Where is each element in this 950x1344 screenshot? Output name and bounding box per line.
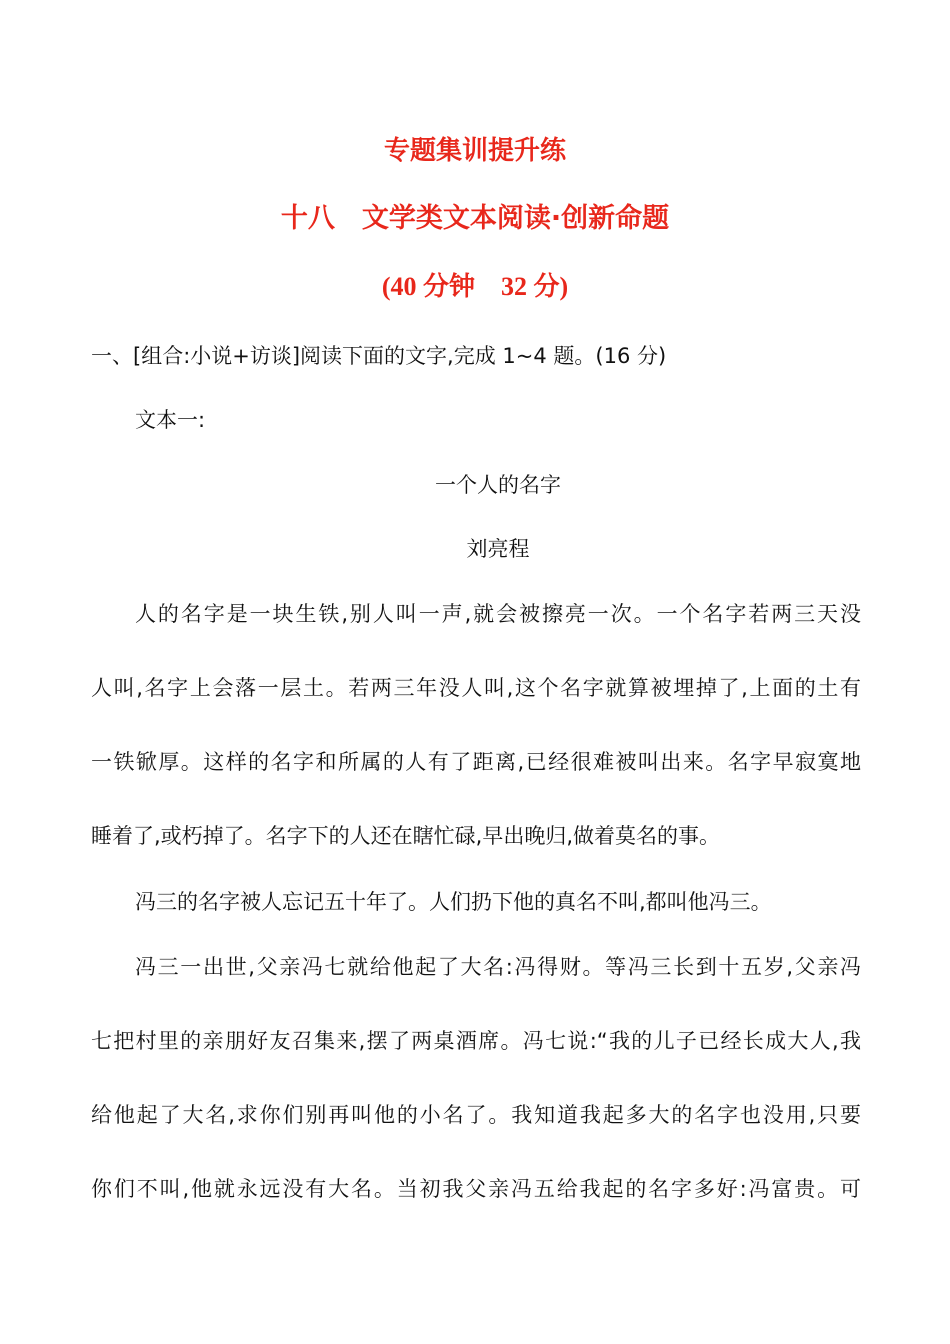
topic-title: 十八 文学类文本阅读·创新命题 — [280, 203, 670, 234]
paragraph-line: 冯三的名字被人忘记五十年了。人们扔下他的真名不叫,都叫他冯三。 — [135, 890, 772, 914]
story-author: 刘亮程 — [466, 537, 530, 561]
text-label: 文本一: — [135, 408, 206, 432]
paragraph-line: 冯三一出世,父亲冯七就给他起了大名:冯得财。等冯三长到十五岁,父亲冯 — [135, 955, 861, 979]
time-score: (40 分钟 32 分) — [381, 272, 569, 301]
paragraph-line: 你们不叫,他就永远没有大名。当初我父亲冯五给我起的名字多好:冯富贵。可 — [91, 1177, 861, 1201]
paragraph-line: 人的名字是一块生铁,别人叫一声,就会被擦亮一次。一个名字若两三天没 — [135, 602, 861, 626]
paragraph-line: 七把村里的亲朋好友召集来,摆了两桌酒席。冯七说:“我的儿子已经长成大人,我 — [91, 1029, 861, 1053]
paragraph-line: 一铁锨厚。这样的名字和所属的人有了距离,已经很难被叫出来。名字早寂寞地 — [91, 750, 861, 774]
paragraph-line: 人叫,名字上会落一层土。若两三年没人叫,这个名字就算被埋掉了,上面的土有 — [91, 676, 861, 700]
collection-title: 专题集训提升练 — [383, 136, 566, 166]
question-intro: 一、[组合:小说+访谈]阅读下面的文字,完成 1~4 题。(16 分) — [91, 344, 667, 368]
paragraph-line: 睡着了,或朽掉了。名字下的人还在瞎忙碌,早出晚归,做着莫名的事。 — [91, 824, 721, 848]
paragraph-line: 给他起了大名,求你们别再叫他的小名了。我知道我起多大的名字也没用,只要 — [91, 1103, 861, 1127]
story-title: 一个人的名字 — [435, 473, 561, 497]
